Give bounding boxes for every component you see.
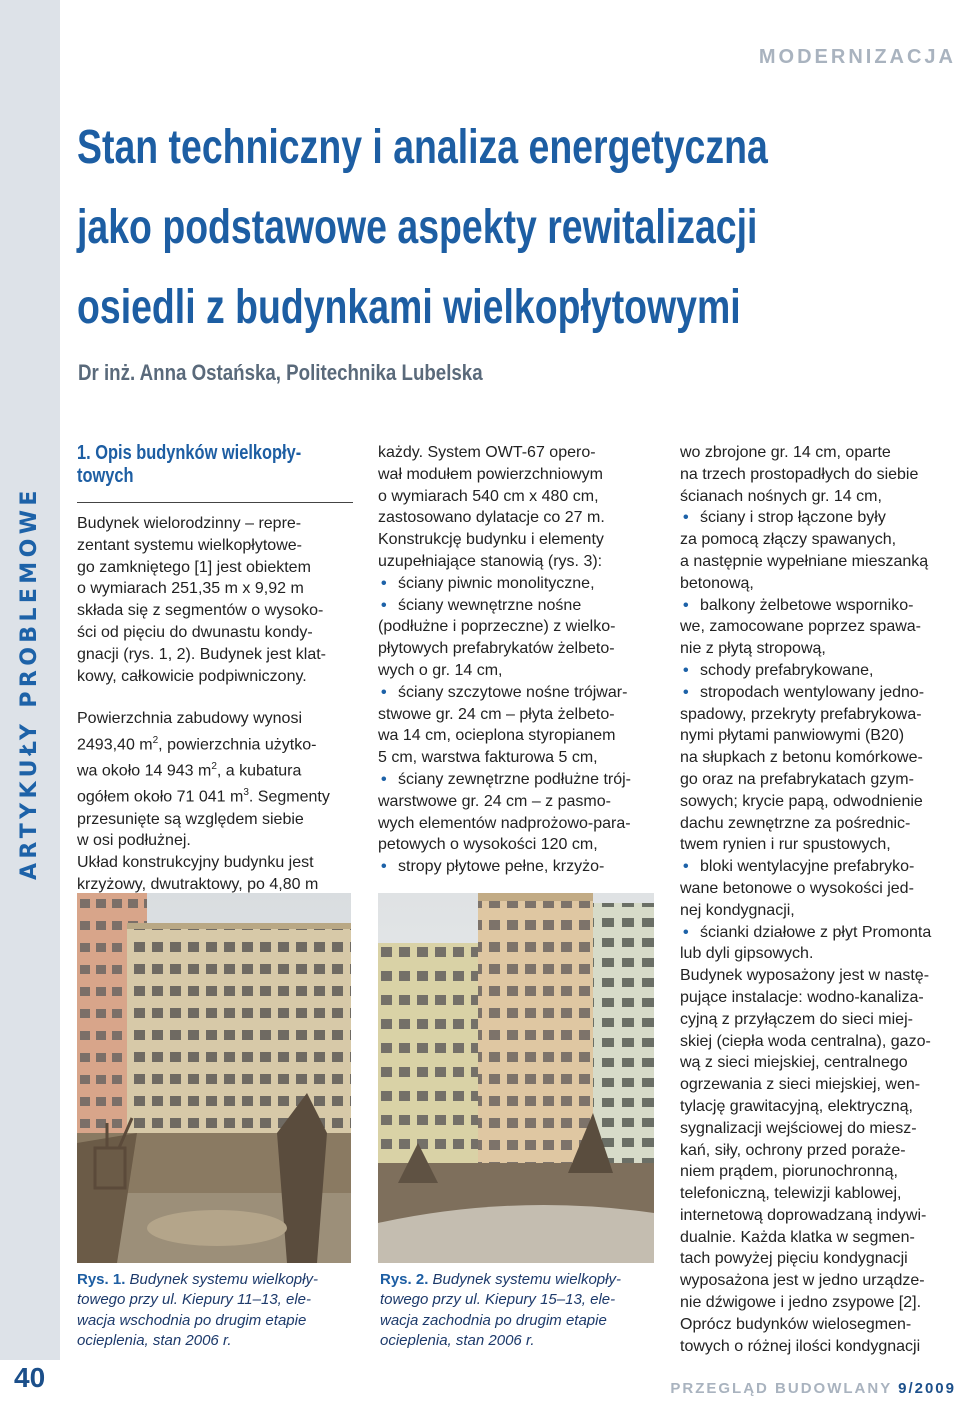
text-line: nej kondygnacji, [680,901,795,919]
text-line: • ścianki działowe z płyt Promonta [700,923,932,941]
section-heading [77,442,303,488]
text-line: • ściany piwnic monolityczne, [398,574,595,592]
text-run: 2493,40 m [77,736,153,754]
text-line: wa 14 cm, ocieplona styropianem [378,727,616,745]
text-line: tylację grawitacyjną, elektryczną, [680,1097,913,1115]
text-run: wa około 14 943 m [77,762,212,780]
caption-line: ocieplenia, stan 2006 r. [380,1332,535,1350]
text-line: warstwowe gr. 24 cm – z pasmo- [378,792,611,810]
list-item [680,682,960,856]
text-run: , a kubatura [216,762,302,780]
heading-line: towych [77,465,134,487]
text-line: lub dyli gipsowych. [680,945,814,963]
text-column-3 [680,442,960,1357]
figure-caption-2 [380,1270,652,1352]
caption-line: wacja wschodnia po drugim etapie [77,1311,307,1329]
caption-text: Budynek systemu wielkopły- [428,1271,621,1288]
text-line: gnacji (rys. 1, 2). Budynek jest klat- [77,645,326,663]
caption-line: towego przy ul. Kiepury 11–13, ele- [77,1291,312,1309]
text-line: nie z płytą stropową, [680,640,826,658]
text-line: towych o różnej ilości kondygnacji [680,1337,921,1355]
superscript: 2 [152,735,159,747]
text-line: • ściany wewnętrzne nośne [398,596,582,614]
text-line: petowych o wysokości 120 cm, [378,836,598,854]
text-run: . Segmenty [248,788,330,806]
issue-number: 9/2009 [898,1380,956,1397]
text-line: wane betonowe o wysokości jed- [680,879,914,897]
text-line: • bloki wentylacyjne prefabryko- [700,858,915,876]
text-line: we, zamocowane poprzez spawa- [680,618,922,636]
text-line: telefoniczną, telewizji kablowej, [680,1185,902,1203]
text-run: , powierzchnia użytko- [158,736,317,754]
text-line [77,730,353,756]
figure-caption-1 [77,1270,351,1352]
list-item [378,769,654,856]
text-line: Konstrukcję budynku i elementy [378,531,604,549]
title-line: jako podstawowe aspekty rewitalizacji [77,201,758,254]
text-line: internetową doprowadzaną indywi- [680,1206,927,1224]
text-line: nymi płytami panwiowymi (B20) [680,727,905,745]
text-line: dachu zewnętrzne za pośrednic- [680,814,911,832]
title-line: osiedli z budynkami wielkopłytowymi [77,281,741,334]
building-photo-east [77,893,351,1263]
text-line: wo zbrojone gr. 14 cm, oparte [680,444,891,461]
text-line: • ściany zewnętrzne podłużne trój- [398,770,632,788]
text-line: sygnalizacji wejściowej do miesz- [680,1119,917,1137]
text-line: sowych; krycie papą, odwodnienie [680,792,923,810]
list-item [378,682,654,769]
text-line: betonową, [680,574,754,592]
list-item [378,856,654,878]
text-line: ścianach nośnych gr. 14 cm, [680,487,882,505]
text-run: ogółem około 71 041 m [77,788,244,806]
text-line: zastosowano dylatacje co 27 m. [378,509,605,527]
text-line: stwowe gr. 24 cm – płyta żelbeto- [378,705,615,723]
text-line: krzyżowy, dwutraktowy, po 4,80 m [77,875,319,893]
superscript: 3 [243,787,249,799]
text-line: dualnie. Każda klatka w segmen- [680,1228,915,1246]
text-line: Oprócz budynków wielosegmen- [680,1315,912,1333]
text-line: 5 cm, warstwa fakturowa 5 cm, [378,749,598,767]
text-line: niem prądem, piorunochronną, [680,1163,898,1181]
text-line: na trzech prostopadłych do siebie [680,465,919,483]
paragraph-area [77,708,353,895]
list-item [378,595,654,682]
list-item [680,660,960,682]
text-column-1 [77,442,353,896]
text-line: • ściany szczytowe nośne trójwar- [398,683,628,701]
author-line: Dr inż. Anna Ostańska, Politechnika Lubelska [78,360,483,385]
text-line: • stropodach wentylowany jedno- [700,683,925,701]
paragraph-installations [680,965,960,1357]
text-column-2 [378,442,654,878]
text-line: pujące instalacje: wodno-kanaliza- [680,988,924,1006]
section-category-label: ARTYKUŁY PROBLEMOWE [17,486,42,880]
text-line: • schody prefabrykowane, [700,661,874,679]
text-line: ogrzewania z sieci miejskiej, wen- [680,1076,921,1094]
text-line [77,782,353,808]
text-line: tach powyżej pięciu kondygnacji [680,1250,908,1268]
text-line [77,756,353,782]
heading-divider [77,502,353,503]
list-item [680,595,960,660]
list-item [680,856,960,921]
text-line: każdy. System OWT-67 opero- [378,444,596,461]
building-photo-west-drawing [378,893,654,1263]
text-line: spadowy, przekryty prefabrykowa- [680,705,922,723]
text-line: wał modułem powierzchniowym [378,465,603,483]
structure-list [378,573,654,878]
text-line: (podłużne i poprzeczne) z wielko- [378,618,616,636]
text-line: ści od pięciu do dwunastu kondy- [77,623,313,641]
text-line: zentant systemu wielkopłytowe- [77,536,302,554]
list-item [680,507,960,594]
caption-line: ocieplenia, stan 2006 r. [77,1332,232,1350]
text-line: cyjną z przyłączem do sieci miej- [680,1010,913,1028]
text-line: go zamkniętego [1] jest obiektem [77,558,311,576]
text-line: Budynek wyposażony jest w nastę- [680,967,930,985]
text-line: kań, siły, ochrony przed poraże- [680,1141,906,1159]
text-line: Budynek wielorodzinny – repre- [77,515,302,532]
text-line: kowy, całkowicie podpiwniczony. [77,667,307,685]
paragraph-intro [77,513,353,687]
text-line: • balkony żelbetowe wsporniko- [700,596,914,614]
text-line: wyposażona jest w jedno urządze- [680,1272,925,1290]
caption-line [77,1270,351,1290]
caption-line: wacja zachodnia po drugim etapie [380,1311,607,1329]
text-line: go oraz na prefabrykatach gzym- [680,770,914,788]
paragraph-continued [680,442,960,507]
text-line: Układ konstrukcyjny budynku jest [77,854,314,872]
magazine-name: PRZEGLĄD BUDOWLANY [670,1380,892,1397]
caption-text: Budynek systemu wielkopły- [125,1271,318,1288]
text-line: • stropy płytowe pełne, krzyżo- [398,858,605,876]
text-line: płytowych prefabrykatów żelbeto- [378,640,615,658]
figure-label: Rys. 1. [77,1271,126,1288]
title-line: Stan techniczny i analiza energetyczna [77,121,768,174]
section-tag: MODERNIZACJA [758,46,956,68]
building-photo-west [378,893,654,1263]
text-line: • ściany i strop łączone były [700,509,886,527]
heading-line: 1. Opis budynków wielkopły- [77,442,302,464]
list-item [680,922,960,966]
text-line: na słupkach z betonu komórkowe- [680,749,923,767]
text-line: skiej (ciepła woda centralna), gazo- [680,1032,931,1050]
text-line: o wymiarach 540 cm x 480 cm, [378,487,599,505]
text-line: w osi podłużnej. [77,832,191,850]
superscript: 2 [211,761,217,773]
figure-label: Rys. 2. [380,1271,429,1288]
text-line: twem rynien i rur spustowych, [680,836,891,854]
text-line: przesunięte są względem siebie [77,810,304,828]
paragraph-system [378,442,654,573]
caption-line: towego przy ul. Kiepury 15–13, ele- [380,1291,616,1309]
page-footer [670,1380,956,1397]
article-title [77,108,768,348]
text-line: za pomocą złączy spawanych, [680,531,897,549]
text-line: wych elementów nadprożowo-para- [378,814,631,832]
text-line: wą z sieci miejskiej, centralnego [680,1054,908,1072]
text-line: uzupełniające stanowią (rys. 3): [378,552,603,570]
text-line: o wymiarach 251,35 m x 9,92 m [77,580,304,598]
list-item [378,573,654,595]
text-line: Powierzchnia zabudowy wynosi [77,710,302,728]
text-line: nie dźwigowe i jedno zsypowe [2]. [680,1294,922,1312]
paragraph-gap [77,687,353,708]
text-line: wych o gr. 14 cm, [378,661,503,679]
caption-line [380,1270,652,1290]
text-line: a następnie wypełniane mieszanką [680,552,929,570]
structure-list-continued [680,507,960,965]
text-line: składa się z segmentów o wysoko- [77,602,324,620]
building-photo-east-drawing [77,893,351,1263]
page-number: 40 [14,1362,46,1393]
